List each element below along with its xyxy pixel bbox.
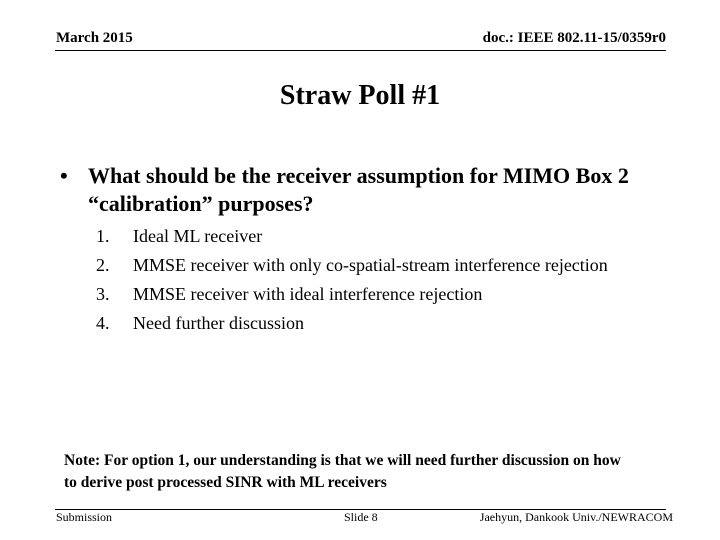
header-divider bbox=[55, 50, 666, 51]
footer-submission: Submission bbox=[56, 510, 113, 524]
header-date: March 2015 bbox=[56, 30, 133, 46]
note-text: Note: For option 1, our understanding is that we will need further discussion on how to derive post processed SINR with ML receivers bbox=[64, 452, 621, 491]
option-number: 3. bbox=[96, 284, 110, 304]
slide-title: Straw Poll #1 bbox=[279, 80, 441, 111]
footer-slide-number: Slide 8 bbox=[344, 510, 378, 524]
option-text: MMSE receiver with ideal interference rejection bbox=[133, 284, 483, 304]
option-item bbox=[96, 225, 616, 248]
option-number: 2. bbox=[96, 255, 110, 275]
option-item bbox=[96, 283, 616, 306]
footer-author: Jaehyun, Dankook Univ./NEWRACOM bbox=[479, 510, 673, 524]
option-number: 4. bbox=[96, 313, 110, 333]
option-item bbox=[96, 254, 616, 277]
option-item bbox=[96, 312, 616, 335]
option-list bbox=[96, 225, 616, 341]
option-number: 1. bbox=[96, 226, 110, 246]
header-doc-id: doc.: IEEE 802.11-15/0359r0 bbox=[482, 30, 666, 46]
bullet-dot: • bbox=[60, 163, 68, 188]
option-text: MMSE receiver with only co-spatial-stream interference rejection bbox=[133, 255, 608, 275]
bullet-text: What should be the receiver assumption for MIMO Box 2 “calibration” purposes? bbox=[88, 163, 629, 216]
option-text: Need further discussion bbox=[133, 313, 304, 333]
option-text: Ideal ML receiver bbox=[133, 226, 263, 246]
